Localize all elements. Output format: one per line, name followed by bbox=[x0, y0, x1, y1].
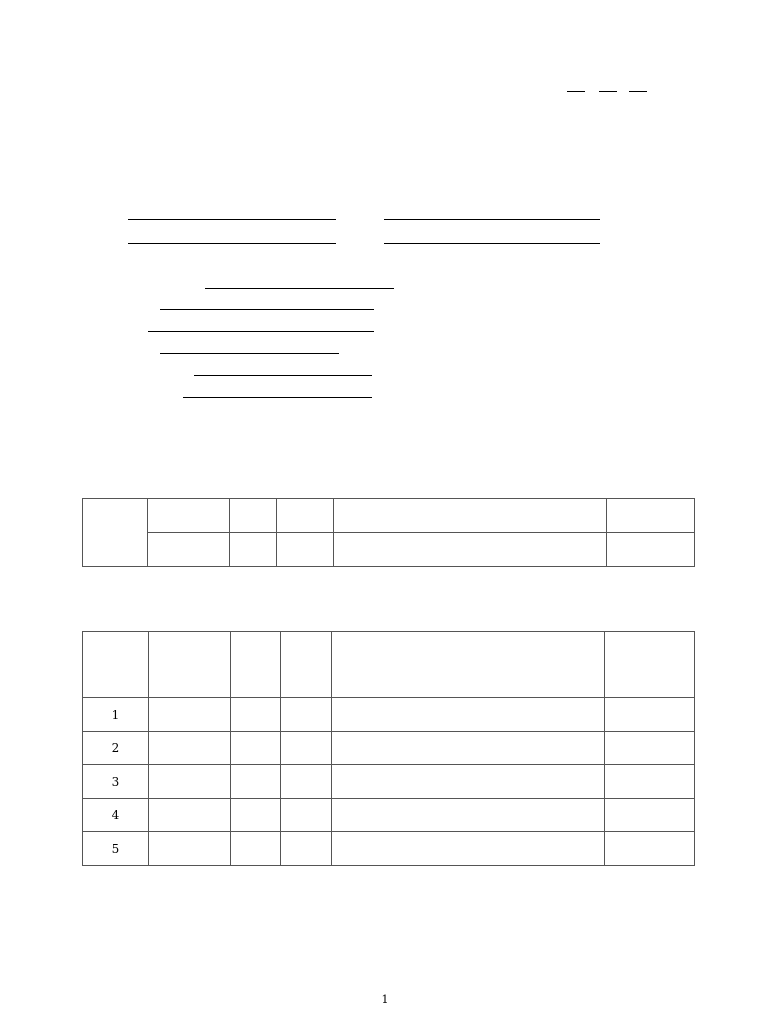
table-1-cell[interactable] bbox=[230, 533, 277, 567]
field-line-5[interactable] bbox=[205, 288, 394, 289]
table-2-cell[interactable] bbox=[149, 799, 231, 832]
field-line-2[interactable] bbox=[384, 219, 600, 220]
document-subtitle bbox=[329, 172, 453, 194]
table-2-row-number: 5 bbox=[83, 832, 149, 866]
table-2-cell[interactable] bbox=[231, 732, 281, 765]
table-2-cell[interactable] bbox=[281, 732, 332, 765]
table-2-cell[interactable] bbox=[605, 832, 695, 866]
table-1-cell[interactable] bbox=[277, 533, 334, 567]
table-2-cell[interactable] bbox=[332, 732, 605, 765]
table-1-cell[interactable] bbox=[607, 533, 695, 567]
table-2-cell[interactable] bbox=[281, 698, 332, 732]
table-2-row-number: 1 bbox=[83, 698, 149, 732]
table-2-cell[interactable] bbox=[332, 799, 605, 832]
table-2-cell[interactable] bbox=[231, 765, 281, 799]
table-2-row-number: 3 bbox=[83, 765, 149, 799]
table-2-cell[interactable] bbox=[605, 765, 695, 799]
table-1-col-4 bbox=[334, 499, 607, 533]
table-2-row-number: 4 bbox=[83, 799, 149, 832]
page-number: 1 bbox=[381, 993, 389, 1006]
table-2-col-5 bbox=[605, 632, 695, 698]
table-1-col-1 bbox=[148, 499, 230, 533]
table-1-col-3 bbox=[277, 499, 334, 533]
table-2-cell[interactable] bbox=[281, 765, 332, 799]
table-2-cell[interactable] bbox=[231, 698, 281, 732]
table-2-cell[interactable] bbox=[605, 698, 695, 732]
table-2-cell[interactable] bbox=[332, 765, 605, 799]
field-line-7[interactable] bbox=[148, 331, 374, 332]
table-2 bbox=[82, 631, 695, 866]
table-1-row-header bbox=[83, 499, 148, 567]
date-line bbox=[521, 76, 643, 94]
table-2-col-3 bbox=[281, 632, 332, 698]
table-2-row-number: 2 bbox=[83, 732, 149, 765]
field-line-8[interactable] bbox=[160, 353, 339, 354]
table-1 bbox=[82, 498, 695, 567]
field-line-1[interactable] bbox=[128, 219, 336, 220]
table-2-col-2 bbox=[231, 632, 281, 698]
table-1-col-2 bbox=[230, 499, 277, 533]
table-2-cell[interactable] bbox=[149, 698, 231, 732]
field-line-4[interactable] bbox=[384, 243, 600, 244]
table-2-cell[interactable] bbox=[605, 732, 695, 765]
table-2-cell[interactable] bbox=[332, 832, 605, 866]
table-1-cell[interactable] bbox=[334, 533, 607, 567]
table-2-cell[interactable] bbox=[332, 698, 605, 732]
table-2-cell[interactable] bbox=[231, 832, 281, 866]
field-line-10[interactable] bbox=[183, 397, 372, 398]
table-2-cell[interactable] bbox=[149, 765, 231, 799]
table-2-cell[interactable] bbox=[605, 799, 695, 832]
table-2-cell[interactable] bbox=[231, 799, 281, 832]
field-line-3[interactable] bbox=[128, 243, 336, 244]
table-2-cell[interactable] bbox=[281, 799, 332, 832]
field-line-9[interactable] bbox=[194, 375, 372, 376]
table-2-cell[interactable] bbox=[149, 832, 231, 866]
table-2-col-4 bbox=[332, 632, 605, 698]
table-1-cell[interactable] bbox=[148, 533, 230, 567]
table-2-row-header bbox=[83, 632, 149, 698]
table-2-cell[interactable] bbox=[149, 732, 231, 765]
table-2-col-1 bbox=[149, 632, 231, 698]
table-1-col-5 bbox=[607, 499, 695, 533]
field-line-6[interactable] bbox=[160, 309, 374, 310]
document-title bbox=[348, 128, 434, 150]
table-2-cell[interactable] bbox=[281, 832, 332, 866]
